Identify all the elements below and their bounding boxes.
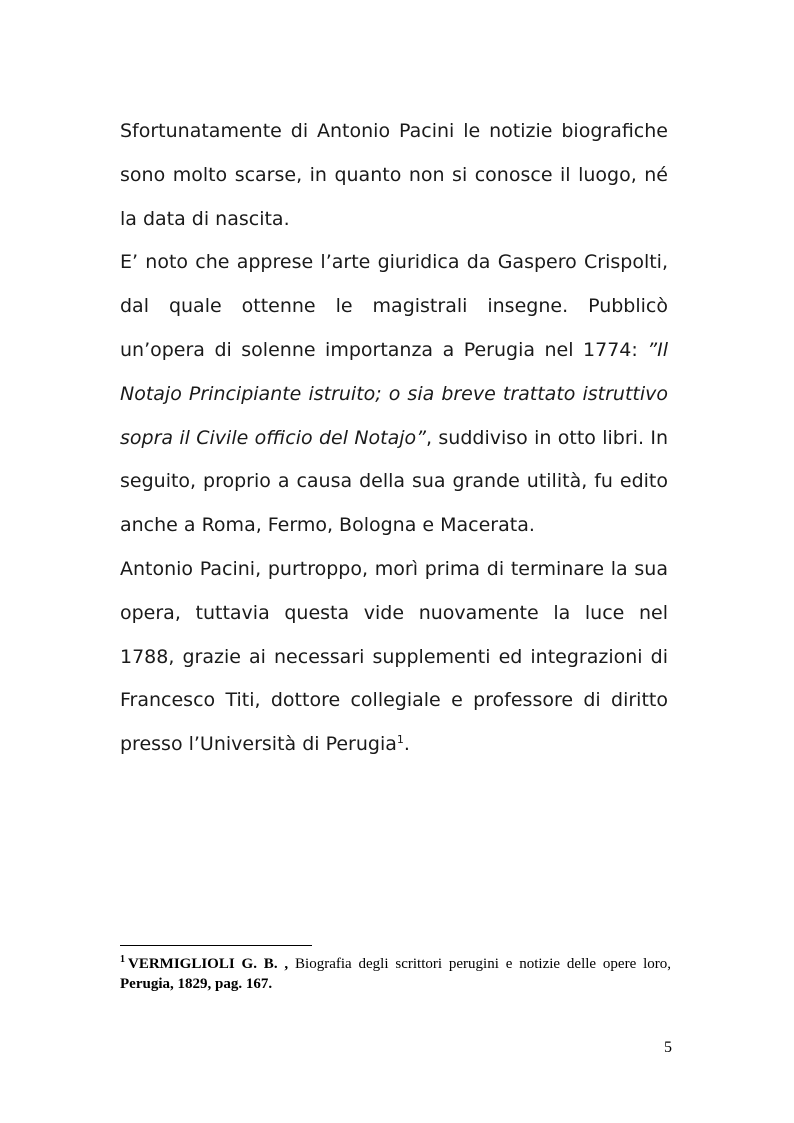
paragraph-2-intro: E’ noto che apprese l’arte giuridica da Gaspero Crispolti, dal quale ottenne le magistrali insegne. Pubblicò un’opera di solenne importanza a Perugia nel 1774: <box>120 251 668 361</box>
footnote <box>120 954 671 994</box>
page-number: 5 <box>664 1039 672 1056</box>
main-text <box>120 110 668 767</box>
work-title: ”Il Notajo Principiante istruito; o sia breve trattato istruttivo sopra il Civile officio del Notajo” <box>120 338 668 449</box>
footnote-number: 1 <box>120 954 125 965</box>
footnote-reference[interactable]: 1 <box>396 733 404 747</box>
paragraph-3-text: Antonio Pacini, purtroppo, morì prima di terminare la sua opera, tuttavia questa vide nuovamente la luce nel 1788, grazie ai necessari supplementi ed integrazioni di Francesco Titi, dottore collegiale e professore di diritto presso l’Università di Perugia <box>120 557 668 756</box>
paragraph-3-end: . <box>403 733 410 756</box>
footnote-separator <box>120 945 312 946</box>
paragraph-1 <box>120 110 668 241</box>
footnote-publication: Perugia, 1829, pag. 167. <box>120 976 273 992</box>
paragraph-1-text: Sfortunatamente di Antonio Pacini le notizie biografiche sono molto scarse, in quanto non si conosce il luogo, né la data di nascita. <box>120 120 668 230</box>
paragraph-3 <box>120 548 668 767</box>
footnote-work: Biografia degli scrittori perugini e notizie delle opere loro, <box>288 956 671 972</box>
paragraph-2 <box>120 241 668 548</box>
footnote-author: VERMIGLIOLI G. B. , <box>128 956 289 972</box>
paragraph-2-rest: , suddiviso in otto libri. In seguito, proprio a causa della sua grande utilità, fu edito anche a Roma, Fermo, Bologna e Macerata. <box>120 426 668 537</box>
